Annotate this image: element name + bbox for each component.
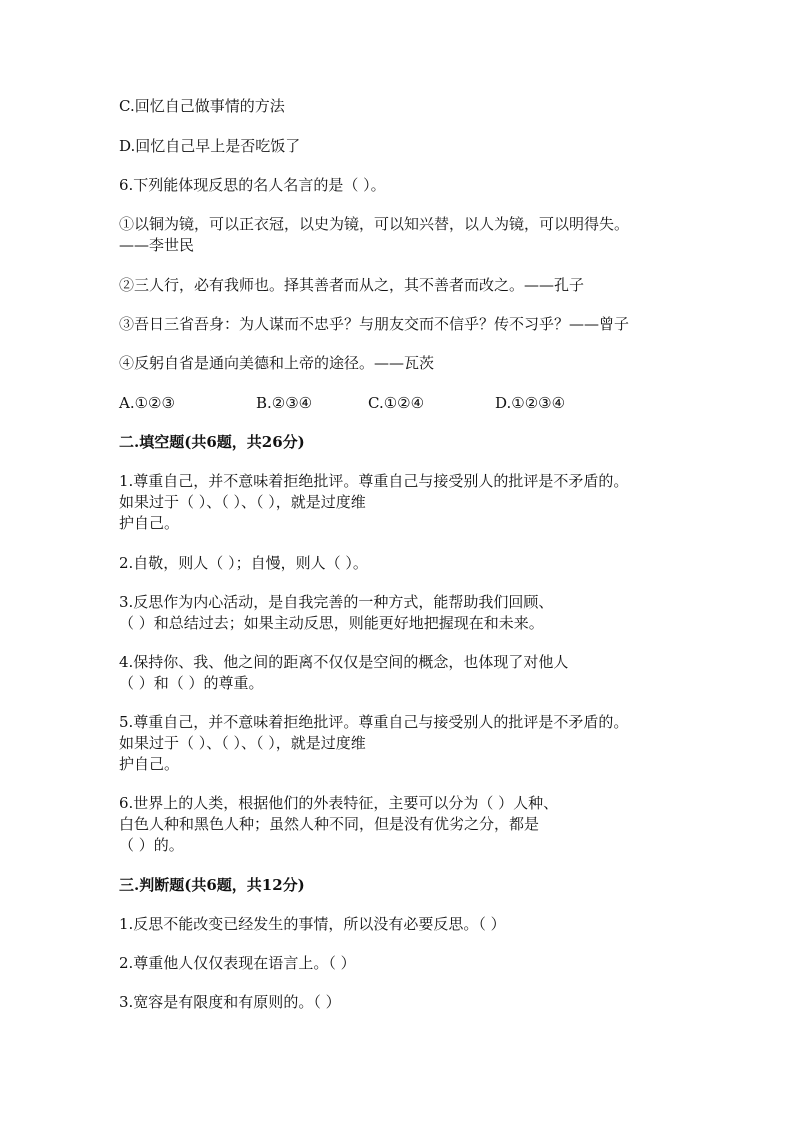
s2-q4-line1: 4.保持你、我、他之间的距离不仅仅是空间的概念，也体现了对他人 [119,653,569,671]
s2-q4-line2: （ ）和（ ）的尊重。 [119,674,264,692]
q6-stem: 6.下列能体现反思的名人名言的是（ ）。 [119,176,386,194]
q6-quote-2: ②三人行，必有我师也。择其善者而从之，其不善者而改之。——孔子 [119,276,585,294]
section2-title: 二.填空题(共6题，共26分) [119,433,305,451]
s2-q1-line1: 1.尊重自己，并不意味着拒绝批评。尊重自己与接受别人的批评是不矛盾的。 [119,472,629,490]
s3-q1: 1.反思不能改变已经发生的事情，所以没有必要反思。（ ） [119,915,506,933]
q6-quote-1-line2: ——李世民 [119,236,195,254]
s2-q5-line1: 5.尊重自己，并不意味着拒绝批评。尊重自己与接受别人的批评是不矛盾的。 [119,713,629,731]
q5-option-d: D.回忆自己早上是否吃饭了 [119,137,301,155]
q6-option-a: A.①②③ [119,394,175,412]
s2-q5-line3: 护自己。 [119,755,180,773]
s2-q3-line2: （ ）和总结过去；如果主动反思，则能更好地把握现在和未来。 [119,614,544,632]
q5-option-c: C.回忆自己做事情的方法 [119,97,285,115]
q6-quote-4: ④反躬自省是通向美德和上帝的途径。——瓦茨 [119,354,435,372]
q6-option-b: B.②③④ [256,394,313,412]
s3-q2: 2.尊重他人仅仅表现在语言上。（ ） [119,954,356,972]
s2-q1-line2: 如果过于（ ）、（ ）、（ ），就是过度维 [119,493,366,511]
s2-q6-line3: （ ）的。 [119,836,184,854]
s2-q3-line1: 3.反思作为内心活动，是自我完善的一种方式，能帮助我们回顾、 [119,593,554,611]
q6-quote-3: ③吾日三省吾身：为人谋而不忠乎？与朋友交而不信乎？传不习乎？——曾子 [119,315,630,333]
q6-quote-1-line1: ①以铜为镜，可以正衣冠，以史为镜，可以知兴替，以人为镜，可以明得失。 [119,215,630,233]
q6-option-c: C.①②④ [368,394,425,412]
s2-q5-line2: 如果过于（ ）、（ ）、（ ），就是过度维 [119,734,366,752]
s2-q6-line1: 6.世界上的人类，根据他们的外表特征，主要可以分为（ ）人种、 [119,794,559,812]
s2-q2-line1: 2.自敬，则人（ ）；自慢，则人（ ）。 [119,554,368,572]
q6-options [119,393,694,413]
s3-q3: 3.宽容是有限度和有原则的。（ ） [119,993,341,1011]
s2-q1-line3: 护自己。 [119,514,180,532]
section3-title: 三.判断题(共6题，共12分) [119,876,305,894]
q6-option-d: D.①②③④ [495,394,566,412]
s2-q6-line2: 白色人种和黑色人种；虽然人种不同，但是没有优劣之分，都是 [119,815,540,833]
